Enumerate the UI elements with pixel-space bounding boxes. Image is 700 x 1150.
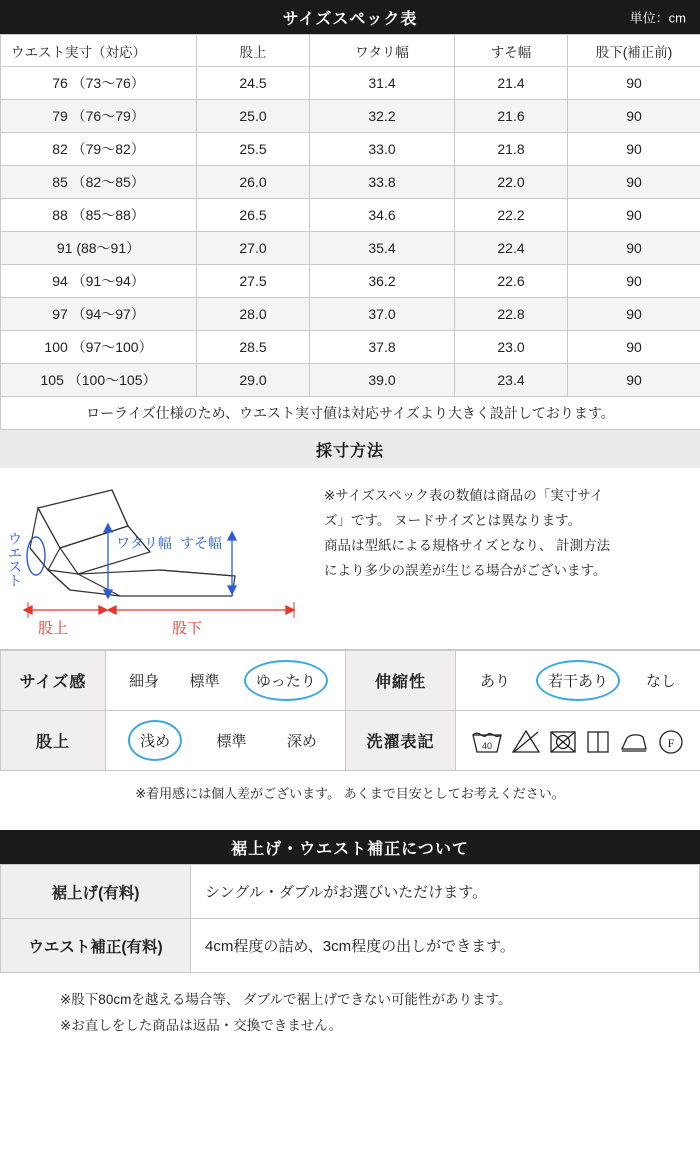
svg-text:40: 40 bbox=[481, 740, 493, 751]
table-row bbox=[1, 166, 700, 199]
svg-text:F: F bbox=[667, 735, 675, 750]
measure-line-3: 商品は型紙による規格サイズとなり、 計測方法 bbox=[324, 537, 611, 553]
cell-inseam: 90 bbox=[568, 67, 700, 100]
cell-hem: 21.6 bbox=[455, 100, 568, 133]
measure-section bbox=[0, 468, 700, 650]
cell-hem: 23.0 bbox=[455, 331, 568, 364]
cell-rise: 26.5 bbox=[197, 199, 310, 232]
cell-inseam: 90 bbox=[568, 364, 700, 397]
cell-rise: 28.0 bbox=[197, 298, 310, 331]
table-row bbox=[1, 298, 700, 331]
col-header-waist: ウエスト実寸（対応） bbox=[1, 35, 197, 67]
cell-rise: 24.5 bbox=[197, 67, 310, 100]
cell-inseam: 90 bbox=[568, 199, 700, 232]
cell-inseam: 90 bbox=[568, 232, 700, 265]
hem-row-hemming bbox=[1, 865, 700, 919]
cell-hem: 22.8 bbox=[455, 298, 568, 331]
col-header-rise: 股上 bbox=[197, 35, 310, 67]
hem-value-hemming: シングル・ダブルがお選びいただけます。 bbox=[191, 865, 700, 919]
spec-title-bar bbox=[0, 0, 700, 34]
table-row bbox=[1, 100, 700, 133]
option-rise-deep[interactable]: 深め bbox=[286, 733, 317, 750]
hem-label-hemming: 裾上げ(有料) bbox=[1, 865, 191, 919]
cell-thigh: 31.4 bbox=[310, 67, 455, 100]
label-waist: ウエスト bbox=[8, 531, 22, 589]
cell-rise: 28.5 bbox=[197, 331, 310, 364]
spec-footnote: ローライズ仕様のため、ウエスト実寸値は対応サイズより大きく設計しております。 bbox=[1, 397, 700, 430]
cell-hem: 22.0 bbox=[455, 166, 568, 199]
washing-symbols bbox=[456, 711, 700, 771]
cell-thigh: 39.0 bbox=[310, 364, 455, 397]
iron-low-icon bbox=[618, 727, 650, 755]
cell-thigh: 36.2 bbox=[310, 265, 455, 298]
cell-rise: 29.0 bbox=[197, 364, 310, 397]
feel-note: ※着用感には個人差がございます。 あくまで目安としてお考えください。 bbox=[135, 786, 565, 801]
table-row bbox=[1, 331, 700, 364]
cell-waist: 88 （85〜88） bbox=[1, 199, 197, 232]
measure-line-4: により多少の誤差が生じる場合がございます。 bbox=[324, 562, 607, 578]
hem-note-2: ※お直しをした商品は返品・交換できません。 bbox=[60, 1017, 343, 1033]
cell-rise: 27.0 bbox=[197, 232, 310, 265]
option-stretch-slight[interactable]: 若干あり bbox=[536, 660, 620, 701]
hem-label-waist: ウエスト補正(有料) bbox=[1, 919, 191, 973]
cell-waist: 100 （97〜100） bbox=[1, 331, 197, 364]
cell-inseam: 90 bbox=[568, 133, 700, 166]
measure-description bbox=[320, 478, 700, 643]
cell-waist: 85 （82〜85） bbox=[1, 166, 197, 199]
cell-waist: 105 （100〜105） bbox=[1, 364, 197, 397]
cell-inseam: 90 bbox=[568, 331, 700, 364]
option-size-slim[interactable]: 細身 bbox=[129, 673, 160, 690]
cell-hem: 22.2 bbox=[455, 199, 568, 232]
measure-title: 採寸方法 bbox=[315, 442, 384, 460]
label-watari: ワタリ幅 bbox=[116, 535, 172, 551]
cell-waist: 94 （91〜94） bbox=[1, 265, 197, 298]
cell-inseam: 90 bbox=[568, 298, 700, 331]
spec-unit: 単位：cm bbox=[629, 10, 686, 26]
section-gap bbox=[0, 816, 700, 830]
cell-thigh: 37.0 bbox=[310, 298, 455, 331]
feel-options-size bbox=[106, 651, 346, 711]
cell-thigh: 35.4 bbox=[310, 232, 455, 265]
hem-notes bbox=[0, 973, 700, 1048]
cell-rise: 25.0 bbox=[197, 100, 310, 133]
table-row bbox=[1, 364, 700, 397]
option-stretch-yes[interactable]: あり bbox=[479, 673, 510, 690]
cell-thigh: 37.8 bbox=[310, 331, 455, 364]
spec-title: サイズスペック表 bbox=[282, 10, 418, 28]
no-tumble-dry-icon bbox=[548, 727, 578, 755]
label-matagami: 股上 bbox=[38, 620, 69, 637]
label-matashita: 股下 bbox=[172, 620, 203, 637]
drip-dry-hang-icon bbox=[584, 727, 612, 755]
cell-thigh: 34.6 bbox=[310, 199, 455, 232]
table-row bbox=[1, 265, 700, 298]
feel-options-rise bbox=[106, 711, 346, 771]
feel-label-rise: 股上 bbox=[1, 711, 106, 771]
measure-line-2: ズ」です。 ヌードサイズとは異なります。 bbox=[324, 512, 582, 528]
spec-table bbox=[0, 34, 700, 430]
pants-diagram bbox=[0, 478, 320, 643]
cell-rise: 27.5 bbox=[197, 265, 310, 298]
cell-rise: 25.5 bbox=[197, 133, 310, 166]
hem-title: 裾上げ・ウエスト補正について bbox=[231, 840, 469, 858]
cell-inseam: 90 bbox=[568, 166, 700, 199]
cell-inseam: 90 bbox=[568, 265, 700, 298]
option-size-standard[interactable]: 標準 bbox=[189, 673, 220, 690]
feel-label-washing: 洗濯表記 bbox=[346, 711, 456, 771]
cell-waist: 79 （76〜79） bbox=[1, 100, 197, 133]
cell-thigh: 33.8 bbox=[310, 166, 455, 199]
feel-label-stretch: 伸縮性 bbox=[346, 651, 456, 711]
cell-waist: 76 （73〜76） bbox=[1, 67, 197, 100]
option-size-relaxed[interactable]: ゆったり bbox=[244, 660, 328, 701]
feel-table bbox=[0, 650, 700, 771]
cell-thigh: 32.2 bbox=[310, 100, 455, 133]
feel-options-stretch bbox=[456, 651, 700, 711]
option-rise-standard[interactable]: 標準 bbox=[216, 733, 247, 750]
hem-note-1: ※股下80cmを越える場合等、 ダブルで裾上げできない可能性があります。 bbox=[60, 992, 512, 1007]
measure-line-1: ※サイズスペック表の数値は商品の「実寸サイ bbox=[324, 488, 604, 503]
col-header-inseam: 股下(補正前) bbox=[568, 35, 700, 67]
cell-hem: 23.4 bbox=[455, 364, 568, 397]
hem-row-waist bbox=[1, 919, 700, 973]
table-row bbox=[1, 199, 700, 232]
hem-value-waist: 4cm程度の詰め、3cm程度の出しができます。 bbox=[191, 919, 700, 973]
cell-hem: 22.4 bbox=[455, 232, 568, 265]
cell-hem: 22.6 bbox=[455, 265, 568, 298]
table-row bbox=[1, 67, 700, 100]
no-bleach-icon bbox=[510, 727, 542, 755]
col-header-hem: すそ幅 bbox=[455, 35, 568, 67]
feel-row-size bbox=[1, 651, 700, 711]
wash-40-icon bbox=[470, 727, 504, 755]
col-header-thigh: ワタリ幅 bbox=[310, 35, 455, 67]
measure-title-bar bbox=[0, 430, 700, 468]
option-stretch-no[interactable]: なし bbox=[645, 673, 676, 690]
cell-waist: 97 （94〜97） bbox=[1, 298, 197, 331]
option-rise-shallow[interactable]: 浅め bbox=[128, 720, 182, 761]
hem-title-bar bbox=[0, 830, 700, 864]
spec-footnote-row bbox=[1, 397, 700, 430]
table-row bbox=[1, 133, 700, 166]
cell-waist: 82 （79〜82） bbox=[1, 133, 197, 166]
feel-label-size: サイズ感 bbox=[1, 651, 106, 711]
table-row bbox=[1, 232, 700, 265]
hem-table bbox=[0, 864, 700, 973]
cell-waist: 91 (88〜91） bbox=[1, 232, 197, 265]
table-header-row bbox=[1, 35, 700, 67]
cell-inseam: 90 bbox=[568, 100, 700, 133]
cell-hem: 21.4 bbox=[455, 67, 568, 100]
feel-row-rise bbox=[1, 711, 700, 771]
cell-thigh: 33.0 bbox=[310, 133, 455, 166]
dry-clean-f-icon bbox=[656, 727, 686, 755]
cell-hem: 21.8 bbox=[455, 133, 568, 166]
label-suso: すそ幅 bbox=[180, 535, 222, 551]
cell-rise: 26.0 bbox=[197, 166, 310, 199]
